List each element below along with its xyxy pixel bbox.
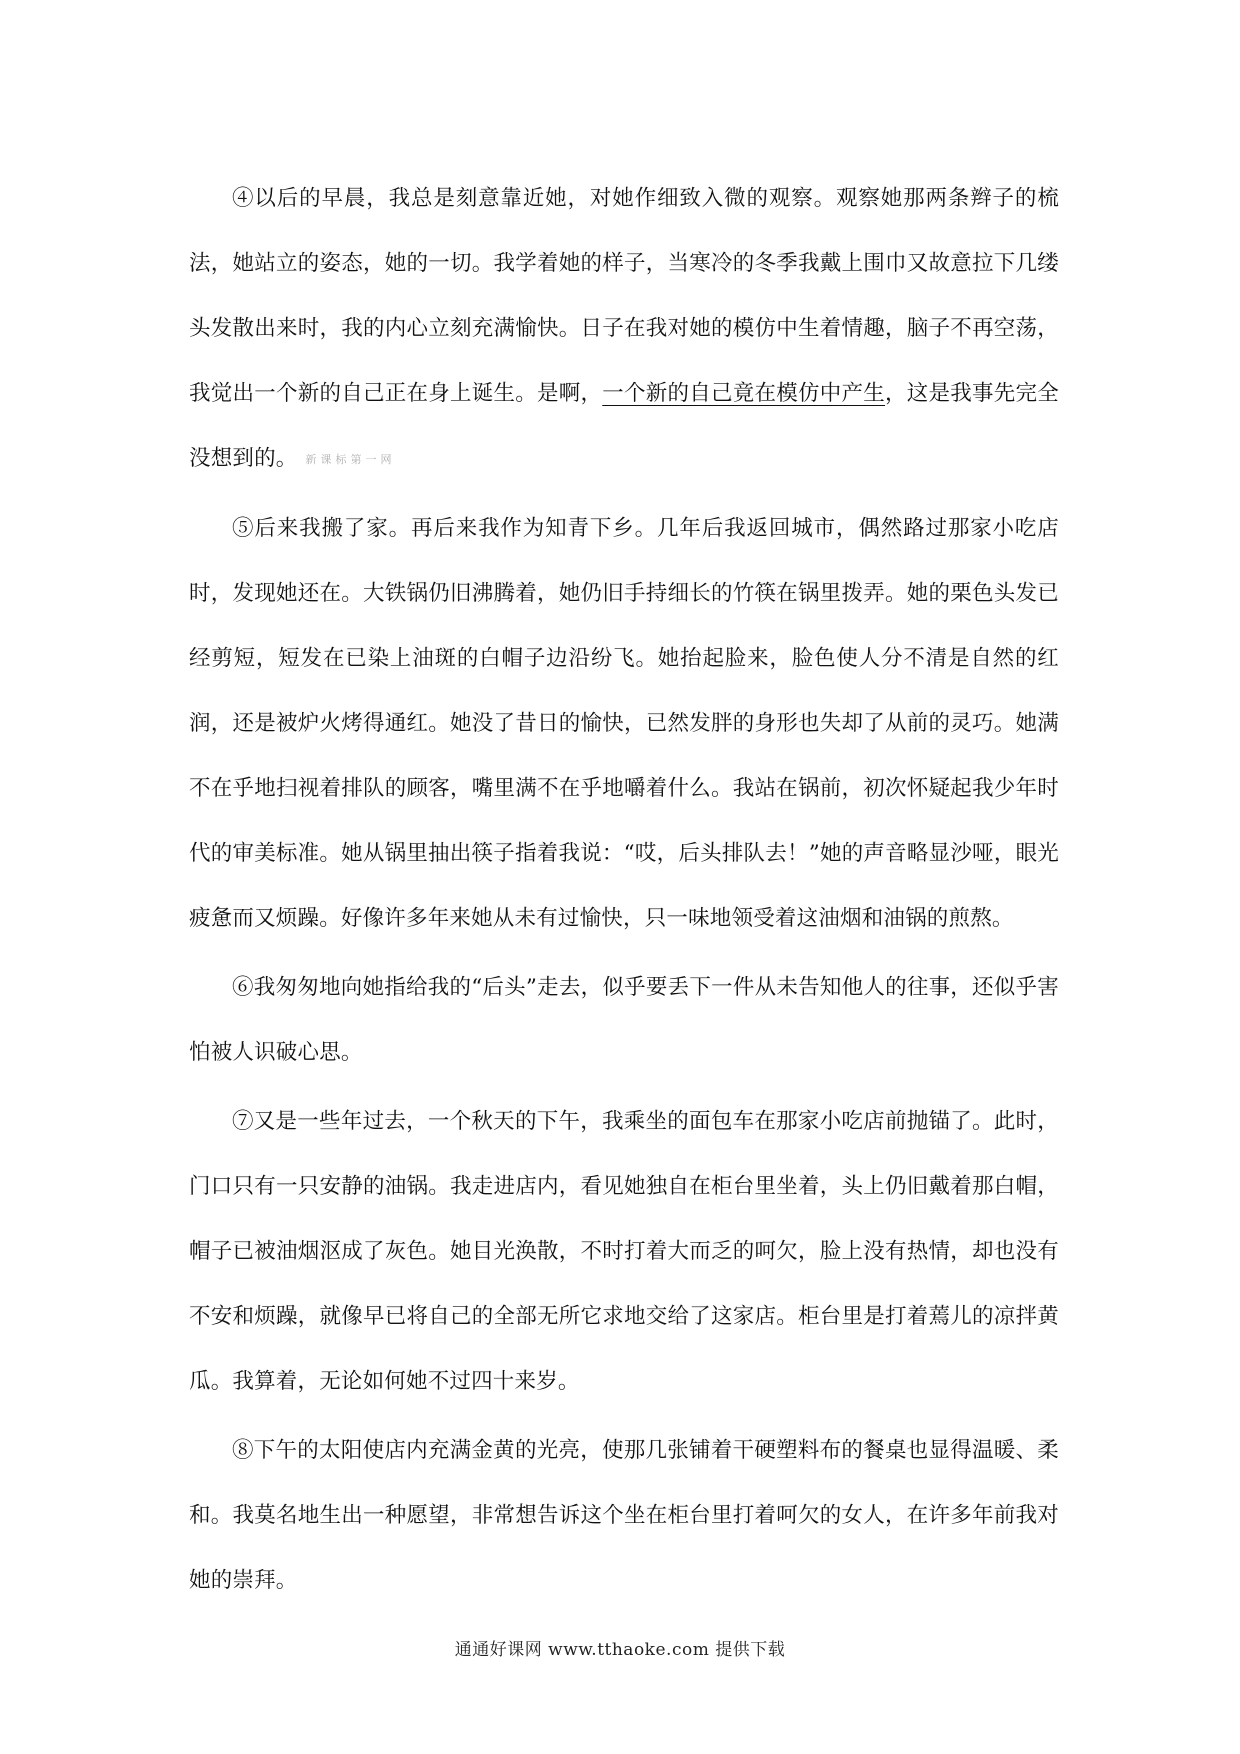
paragraph-4 [189,166,1059,492]
paragraph-6: ⑥我匆匆地向她指给我的“后头”走去，似乎要丢下一件从未告知他人的往事，还似乎害怕被人识破心思。 [189,974,1059,1065]
page-footer: 通通好课网 www.tthaoke.com 提供下载 [454,1640,786,1660]
paragraph-4-text-start: ④以后的早晨，我总是刻意靠近她，对她作细致入微的观察。观察她那两条辫子的梳法，她站立的姿态，她的一切。我学着她的样子，当寒冷的冬季我戴上围巾又故意拉下几缕头发散出来时，我的内心立刻充满愉快。日子在我对她的模仿中生着情趣，脑子不再空荡，我觉出一个新的自己正在身上诞生。是啊， [189,186,1059,406]
article-body [189,166,1059,1613]
paragraph-4-text-end: ，这是我事先完全没想到的。 [189,381,1059,471]
watermark-text: 新课标第一网 [305,452,396,466]
paragraph-8: ⑧下午的太阳使店内充满金黄的光亮，使那几张铺着干硬塑料布的餐桌也显得温暖、柔和。我莫名地生出一种愿望，非常想告诉这个坐在柜台里打着呵欠的女人，在许多年前我对她的崇拜。 [189,1437,1059,1593]
paragraph-4-underlined-sentence: 一个新的自己竟在模仿中产生 [602,381,886,406]
paragraph-5: ⑤后来我搬了家。再后来我作为知青下乡。几年后我返回城市，偶然路过那家小吃店时，发现她还在。大铁锅仍旧沸腾着，她仍旧手持细长的竹筷在锅里拨弄。她的栗色头发已经剪短，短发在已染上油斑的白帽子边沿纷飞。她抬起脸来，脸色使人分不清是自然的红润，还是被炉火烤得通红。她没了昔日的愉快，已然发胖的身形也失却了从前的灵巧。她满不在乎地扫视着排队的顾客，嘴里满不在乎地嚼着什么。我站在锅前，初次怀疑起我少年时代的审美标准。她从锅里抽出筷子指着我说：“哎，后头排队去！”她的声音略显沙哑，眼光疲惫而又烦躁。好像许多年来她从未有过愉快，只一味地领受着这油烟和油锅的煎熬。 [189,515,1059,931]
paragraph-7: ⑦又是一些年过去，一个秋天的下午，我乘坐的面包车在那家小吃店前抛锚了。此时，门口只有一只安静的油锅。我走进店内，看见她独自在柜台里坐着，头上仍旧戴着那白帽，帽子已被油烟沤成了灰色。她目光涣散，不时打着大而乏的呵欠，脸上没有热情，却也没有不安和烦躁，就像早已将自己的全部无所它求地交给了这家店。柜台里是打着蔫儿的凉拌黄瓜。我算着，无论如何她不过四十来岁。 [189,1108,1059,1394]
